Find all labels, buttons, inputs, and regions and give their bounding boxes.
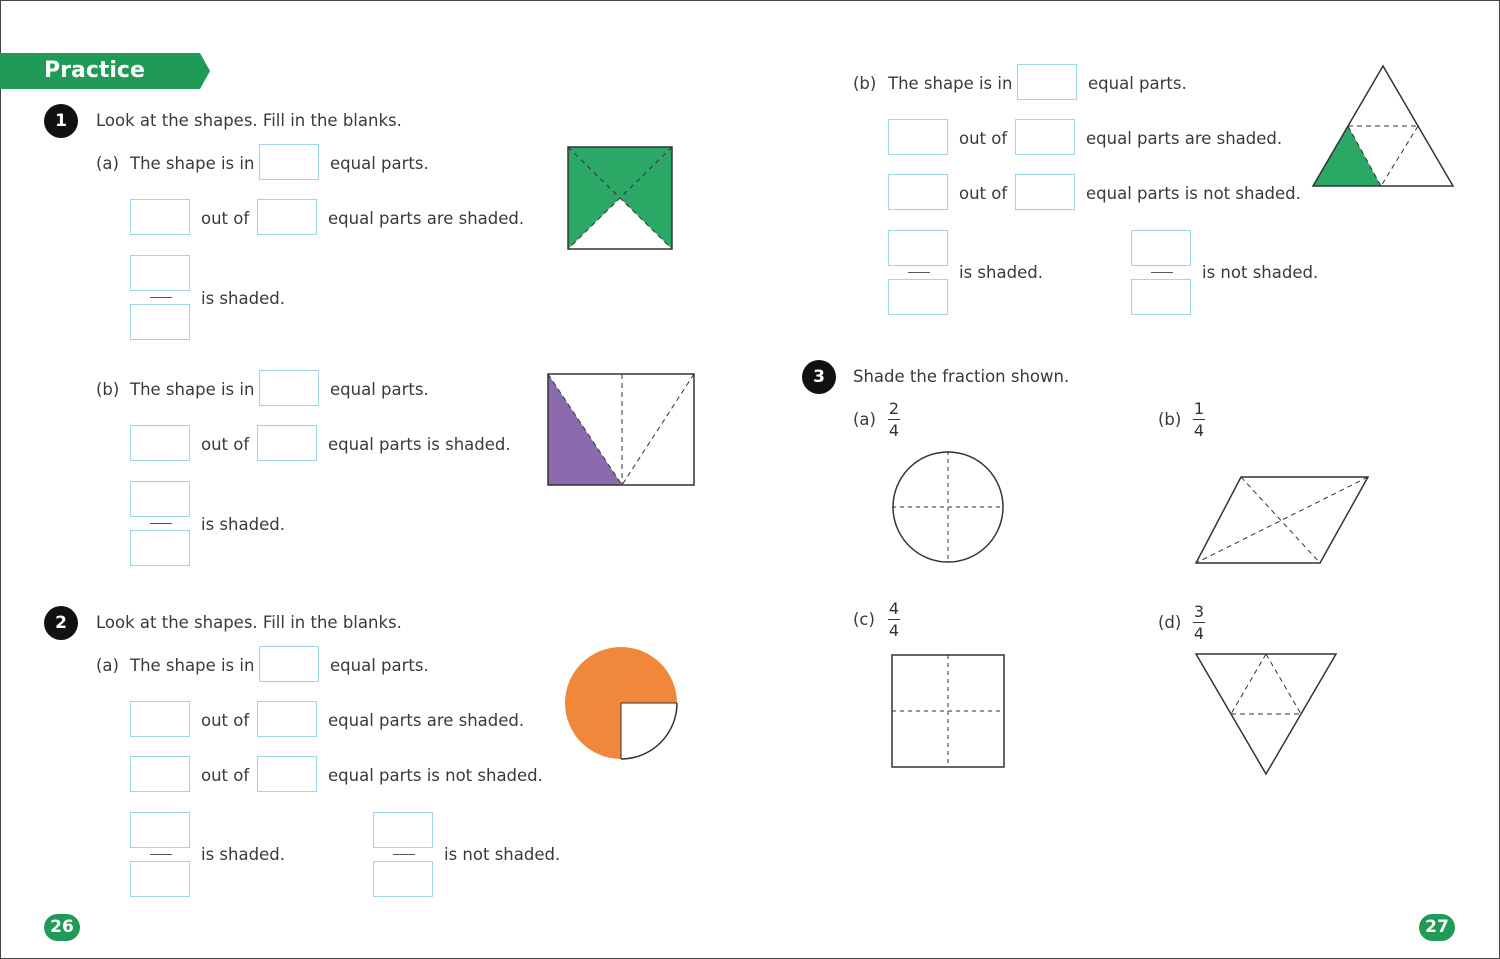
practice-title: Practice xyxy=(44,58,145,83)
q2b-shaded-numerator-input[interactable] xyxy=(888,230,948,266)
q2a-total-count-input-1[interactable] xyxy=(257,701,317,737)
q2b-unshaded-fraction-bar xyxy=(1151,272,1173,273)
q3a-denominator: 4 xyxy=(888,421,900,440)
q3a-numerator: 2 xyxy=(888,399,900,418)
q2a-total-count-input-2[interactable] xyxy=(257,756,317,792)
q1a-fraction-bar xyxy=(150,297,172,298)
q2b-out-of-2: out of xyxy=(959,184,1008,203)
q2a-shaded-fraction-bar xyxy=(150,854,172,855)
q2a-line1-post: equal parts. xyxy=(330,656,429,675)
q2b-line1-post: equal parts. xyxy=(1088,74,1187,93)
q3a-label: (a) xyxy=(853,410,876,429)
q3a-fraction-bar xyxy=(888,419,900,420)
q2a-shaded-count-input[interactable] xyxy=(130,701,190,737)
q1b-rectangle-shape xyxy=(546,372,696,487)
q1a-out-of: out of xyxy=(201,209,250,228)
q1a-label: (a) xyxy=(96,154,119,173)
q1b-out-of: out of xyxy=(201,435,250,454)
q2b-out-of-1: out of xyxy=(959,129,1008,148)
q2a-unshaded-denominator-input[interactable] xyxy=(373,861,433,897)
q1b-denominator-input[interactable] xyxy=(130,530,190,566)
q1a-line1-post: equal parts. xyxy=(330,154,429,173)
q1-instruction: Look at the shapes. Fill in the blanks. xyxy=(96,111,402,130)
q3c-denominator: 4 xyxy=(888,621,900,640)
q1b-total-count-input[interactable] xyxy=(257,425,317,461)
q1b-label: (b) xyxy=(96,380,120,399)
q2b-shaded-count-input[interactable] xyxy=(888,119,948,155)
q1b-line2-post: equal parts is shaded. xyxy=(328,435,511,454)
q2b-parts-input[interactable] xyxy=(1017,64,1077,100)
q3c-label: (c) xyxy=(853,610,875,629)
q2a-out-of-1: out of xyxy=(201,711,250,730)
q2b-total-count-input-2[interactable] xyxy=(1015,174,1075,210)
q2a-unshaded-count-input[interactable] xyxy=(130,756,190,792)
q2a-circle-shape xyxy=(563,645,679,761)
q3c-numerator: 4 xyxy=(888,599,900,618)
q3d-label: (d) xyxy=(1158,613,1182,632)
question-number-1: 1 xyxy=(44,104,78,138)
q3c-square-shape[interactable] xyxy=(890,653,1006,769)
q2a-shaded-denominator-input[interactable] xyxy=(130,861,190,897)
q3b-denominator: 4 xyxy=(1193,421,1205,440)
q1b-fraction-bar xyxy=(150,523,172,524)
q3-instruction: Shade the fraction shown. xyxy=(853,367,1070,386)
q1b-line1-pre: The shape is in xyxy=(130,380,255,399)
q2-instruction: Look at the shapes. Fill in the blanks. xyxy=(96,613,402,632)
q1a-total-count-input[interactable] xyxy=(257,199,317,235)
page-number-right: 27 xyxy=(1419,914,1455,941)
q2a-out-of-2: out of xyxy=(201,766,250,785)
q2b-line2-post: equal parts are shaded. xyxy=(1086,129,1283,148)
q2b-total-count-input-1[interactable] xyxy=(1015,119,1075,155)
q2b-line3-post: equal parts is not shaded. xyxy=(1086,184,1301,203)
q1a-parts-input[interactable] xyxy=(259,144,319,180)
page-number-left: 26 xyxy=(44,914,80,941)
q2a-parts-input[interactable] xyxy=(259,646,319,682)
q2b-line1-pre: The shape is in xyxy=(888,74,1013,93)
q2a-shaded-numerator-input[interactable] xyxy=(130,812,190,848)
q2b-triangle-shape xyxy=(1311,64,1455,188)
q3b-parallelogram-shape[interactable] xyxy=(1193,474,1373,566)
q2a-is-not-shaded: is not shaded. xyxy=(444,845,561,864)
q2a-line3-post: equal parts is not shaded. xyxy=(328,766,543,785)
q2a-is-shaded: is shaded. xyxy=(201,845,285,864)
q3d-denominator: 4 xyxy=(1193,624,1205,643)
q1a-square-shape xyxy=(566,145,674,251)
q1a-line1-pre: The shape is in xyxy=(130,154,255,173)
q1b-line1-post: equal parts. xyxy=(330,380,429,399)
q2a-label: (a) xyxy=(96,656,119,675)
q2a-line1-pre: The shape is in xyxy=(130,656,255,675)
q2b-unshaded-denominator-input[interactable] xyxy=(1131,279,1191,315)
q3b-fraction-bar xyxy=(1193,419,1205,420)
q1b-is-shaded: is shaded. xyxy=(201,515,285,534)
q2b-shaded-fraction-bar xyxy=(908,272,930,273)
q1b-numerator-input[interactable] xyxy=(130,481,190,517)
q2b-unshaded-count-input[interactable] xyxy=(888,174,948,210)
q2b-is-shaded: is shaded. xyxy=(959,263,1043,282)
q1a-shaded-count-input[interactable] xyxy=(130,199,190,235)
q3a-circle-shape[interactable] xyxy=(890,449,1006,565)
q1a-line2-post: equal parts are shaded. xyxy=(328,209,525,228)
q3d-triangle-shape[interactable] xyxy=(1194,652,1338,776)
q2b-unshaded-numerator-input[interactable] xyxy=(1131,230,1191,266)
q1b-shaded-count-input[interactable] xyxy=(130,425,190,461)
q3d-numerator: 3 xyxy=(1193,602,1205,621)
q3d-fraction-bar xyxy=(1193,622,1205,623)
q1b-parts-input[interactable] xyxy=(259,370,319,406)
q2b-shaded-denominator-input[interactable] xyxy=(888,279,948,315)
q1a-is-shaded: is shaded. xyxy=(201,289,285,308)
q2a-line2-post: equal parts are shaded. xyxy=(328,711,525,730)
q1a-numerator-input[interactable] xyxy=(130,255,190,291)
q1a-denominator-input[interactable] xyxy=(130,304,190,340)
q3b-numerator: 1 xyxy=(1193,399,1205,418)
q3b-label: (b) xyxy=(1158,410,1182,429)
q2b-label: (b) xyxy=(853,74,877,93)
question-number-3: 3 xyxy=(802,360,836,394)
q2a-unshaded-fraction-bar xyxy=(393,854,415,855)
q2b-is-not-shaded: is not shaded. xyxy=(1202,263,1319,282)
q2a-unshaded-numerator-input[interactable] xyxy=(373,812,433,848)
q3c-fraction-bar xyxy=(888,619,900,620)
question-number-2: 2 xyxy=(44,606,78,640)
